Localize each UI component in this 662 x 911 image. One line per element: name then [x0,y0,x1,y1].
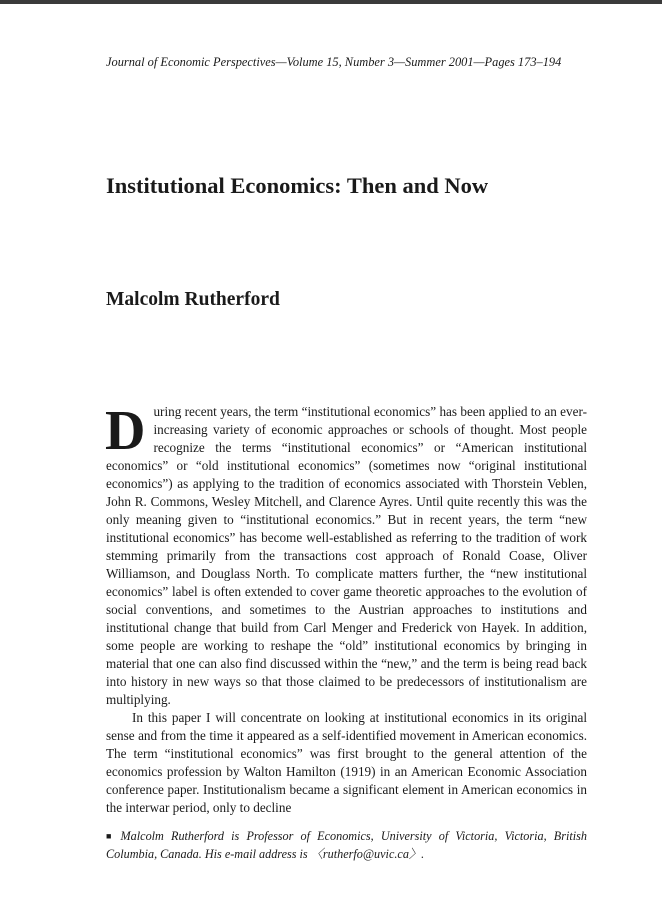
paragraph-2: In this paper I will concentrate on looking at institutional economics in its original sense and from the time it appeared as a self-identified movement in American economics. The term “institutional economics” was first brought to the general attention of the economics profession by Walton Hamilton (1919) in an American Economic Association conference paper. Institutionalism became a significant element in American economics in the interwar period, only to decline [106,710,587,815]
page-top-border [0,0,662,4]
drop-cap: D [105,400,146,462]
article-title: Institutional Economics: Then and Now [106,173,489,198]
footnote-text: Malcolm Rutherford is Professor of Economics, University of Victoria, Victoria, British Columbia, Canada. His e-mail address is 〈rutherfo@uvic.ca〉. [106,829,587,861]
author-footnote [106,828,587,863]
footnote-square-icon: ■ [106,831,116,841]
article-body [105,400,587,817]
running-head: Journal of Economic Perspectives—Volume 15, Number 3—Summer 2001—Pages 173–194 [106,55,562,69]
paragraph-1 [105,400,587,709]
article-author: Malcolm Rutherford [106,289,280,310]
paragraph-1-text: uring recent years, the term “institutional economics” has been applied to an ever-increasing variety of economic approaches or schools of thought. Most people recognize the terms “institutional economics” or “American institutional economics” or “old institutional economics” (sometimes now “original institutional economics”) as applying to the tradition of economics associated with Thorstein Veblen, John R. Commons, Wesley Mitchell, and Clarence Ayres. Until quite recently this was the only meaning given to “institutional economics.” But in recent years, the term “new institutional economics” has become well-established as referring to the tradition of work stemming primarily from the transactions cost approach of Ronald Coase, Oliver Williamson, and Douglass North. To complicate matters further, the “new institutional economics” label is often extended to cover game theoretic approaches to the evolution of social conventions, and sometimes to the Austrian approaches to institutions and institutional change that build from Carl Menger and Frederick von Hayek. In addition, some people are working to reshape the “old” institutional economics by bringing in material that one can also find discussed within the “new,” and the term is being read back into history in new ways so that those claimed to be predecessors of institutionalism are multiplying. [106,404,587,707]
